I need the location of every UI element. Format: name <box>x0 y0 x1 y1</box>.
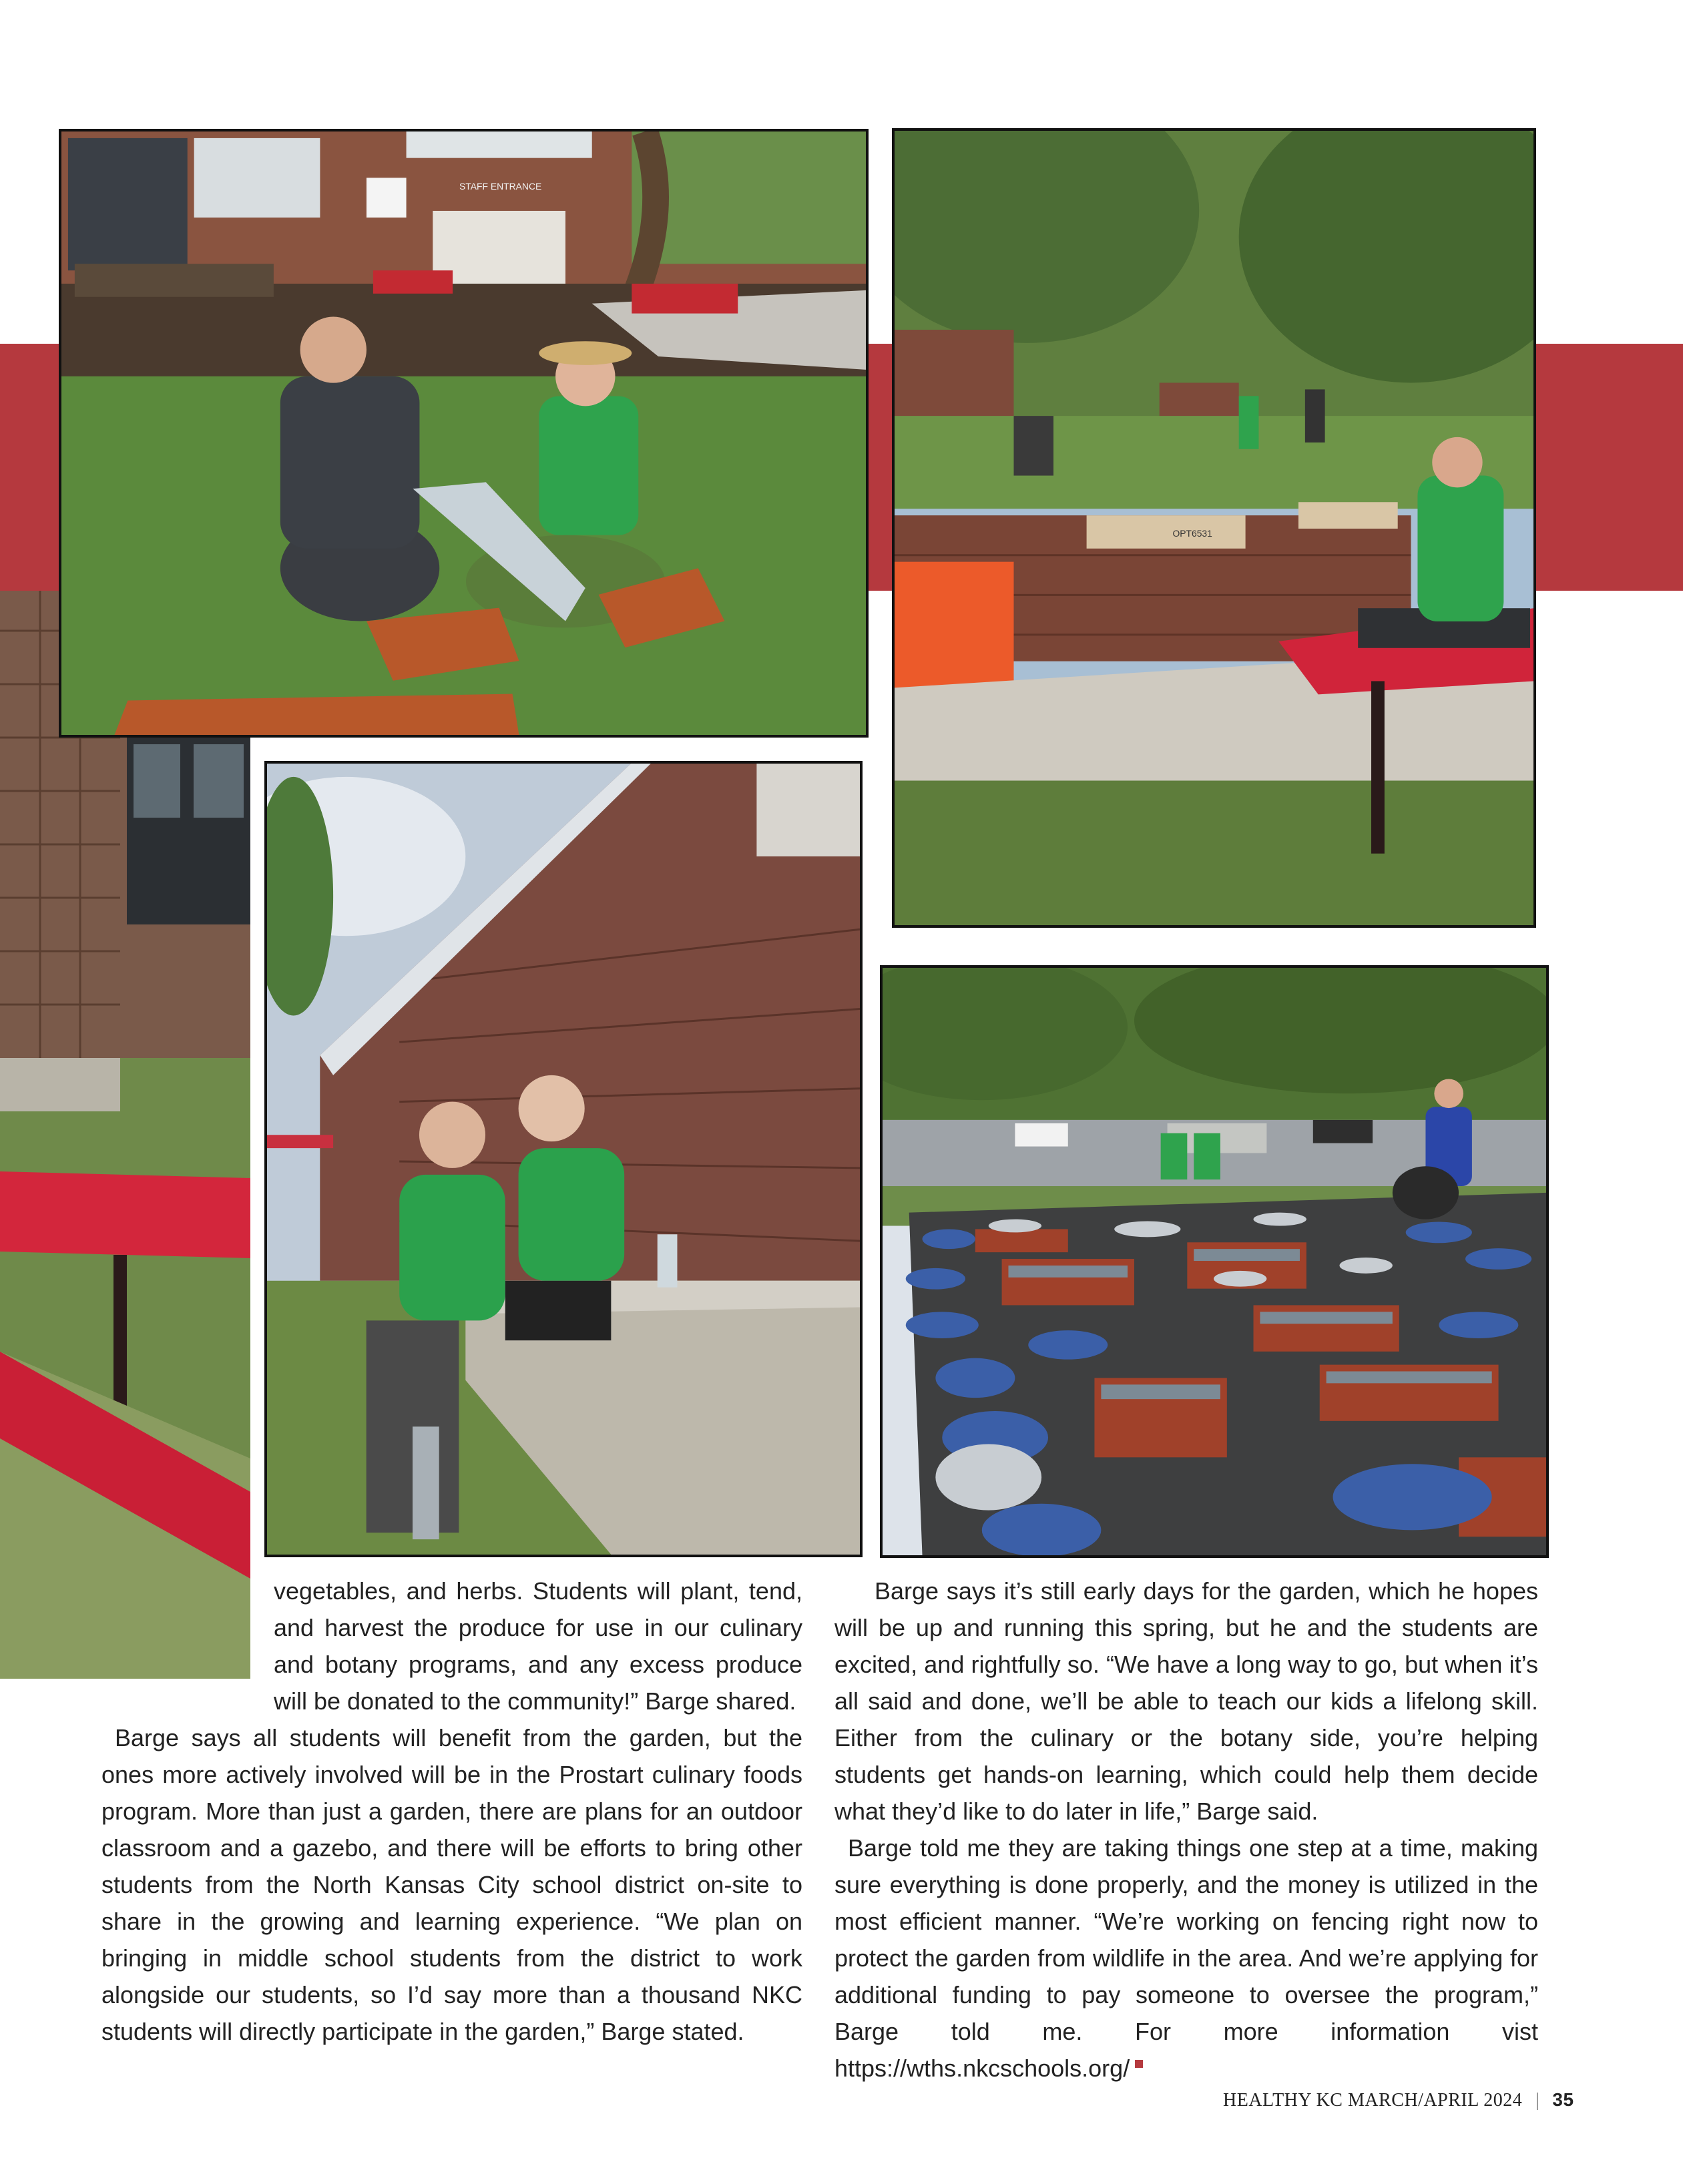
box-label: OPT6531 <box>1172 527 1212 539</box>
right-paragraph-2 <box>834 1830 1538 2087</box>
accent-band-right <box>1535 344 1683 591</box>
left-paragraph-continued: vegetables, and herbs. Students will plant, tend, and harvest the produce for use in our culinary and botany programs, and any excess produce will be donated to the community!” Barge shared. <box>274 1577 802 1715</box>
article-column-left <box>101 1573 802 2050</box>
photo-volunteers-lawn <box>59 129 869 738</box>
photo-courtyard-planter <box>892 128 1536 928</box>
background-photo-left <box>0 591 250 1679</box>
end-of-article-mark <box>1135 2060 1143 2068</box>
right-paragraph-2-text: Barge told me they are taking things one step at a time, making sure everything is done properly, and the money is utilized in the most efficient manner. “We’re working on fencing right now to protect the garden from wildlife in the area. And we’re applying for additional funding to pay someone to oversee the program,” Barge told me. For more information vist https://wths.nkcschools.org/ <box>834 1834 1538 2082</box>
footer-separator: | <box>1535 2090 1539 2111</box>
article-column-right <box>834 1573 1538 2087</box>
accent-band-center <box>865 344 892 591</box>
staff-entrance-sign: STAFF ENTRANCE <box>459 181 542 192</box>
photo-raised-garden-beds <box>880 965 1549 1558</box>
accent-band-left <box>0 344 61 591</box>
right-paragraph-1: Barge says it’s still early days for the garden, which he hopes will be up and running this spring, but he and the students are excited, and rightfully so. “We have a long way to go, but when it’s all said and done, we’ll be able to teach our kids a lifelong skill. Either from the culinary or the botany side, you’re helping students get hands-on learning, which could help them decide what they’d like to do later in life,” Barge said. <box>834 1577 1538 1825</box>
page-number: 35 <box>1552 2089 1574 2110</box>
photo-two-volunteers-wall <box>264 761 863 1557</box>
left-paragraph-2: Barge says all students will benefit from the garden, but the ones more actively involved will be in the Prostart culinary foods program. More than just a garden, there are plans for an outdoor classroom and a gazebo, and there will be efforts to bring other students from the North Kansas City school district on-site to share in the growing and learning experience. “We plan on bringing in middle school students from the district to work alongside our students, so I’d say more than a thousand NKC students will directly participate in the garden,” Barge stated. <box>101 1724 802 2045</box>
page-footer <box>1223 2089 1574 2111</box>
footer-publication: HEALTHY KC MARCH/APRIL 2024 <box>1223 2090 1523 2111</box>
